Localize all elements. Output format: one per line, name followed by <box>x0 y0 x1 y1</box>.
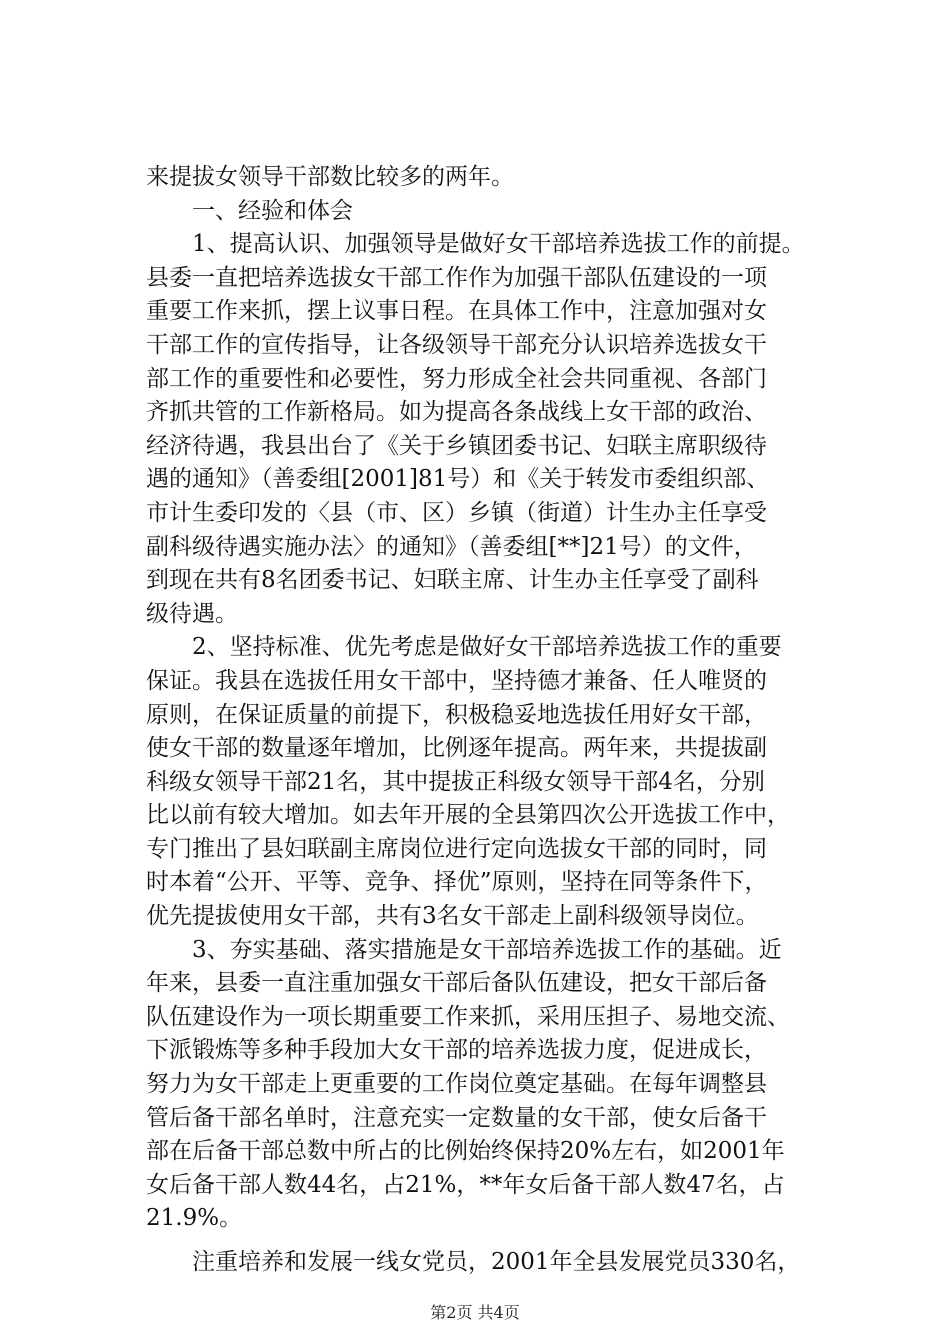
text-line: 部工作的重要性和必要性，努力形成全社会共同重视、各部门 <box>146 365 767 392</box>
text-line: 比以前有较大增加。如去年开展的全县第四次公开选拔工作中， <box>146 802 790 829</box>
text-line: 遇的通知》（善委组[2001]81号）和《关于转发市委组织部、 <box>146 466 770 493</box>
text-line: 时本着“公开、平等、竞争、择优”原则，坚持在同等条件下， <box>146 869 768 896</box>
text-line: 2、坚持标准、优先考虑是做好女干部培养选拔工作的重要 <box>192 634 782 661</box>
text-line: 下派锻炼等多种手段加大女干部的培养选拔力度，促进成长， <box>146 1037 767 1064</box>
text-line: 科级女领导干部21名，其中提拔正科级女领导干部4名，分别 <box>146 768 765 795</box>
text-line: 3、夯实基础、落实措施是女干部培养选拔工作的基础。近 <box>192 936 782 963</box>
text-line: 经济待遇，我县出台了《关于乡镇团委书记、妇联主席职级待 <box>146 432 767 459</box>
text-line: 到现在共有8名团委书记、妇联主席、计生办主任享受了副科 <box>146 567 759 594</box>
text-line: 专门推出了县妇联副主席岗位进行定向选拔女干部的同时，同 <box>146 835 767 862</box>
text-line: 部在后备干部总数中所占的比例始终保持20%左右，如2001年 <box>146 1138 785 1165</box>
text-line: 重要工作来抓，摆上议事日程。在具体工作中，注意加强对女 <box>146 298 767 325</box>
text-line: 副科级待遇实施办法〉的通知》（善委组[**]21号）的文件， <box>146 533 757 560</box>
text-line: 使女干部的数量逐年增加，比例逐年提高。两年来，共提拔副 <box>146 735 767 762</box>
text-line: 保证。我县在选拔任用女干部中，坚持德才兼备、任人唯贤的 <box>146 667 767 694</box>
section-heading: 一、经验和体会 <box>192 197 353 224</box>
text-line: 1、提高认识、加强领导是做好女干部培养选拔工作的前提。 <box>192 231 805 258</box>
paragraph-spacer <box>146 1236 836 1246</box>
text-line: 21.9%。 <box>146 1205 243 1232</box>
text-line: 级待遇。 <box>146 600 238 627</box>
page-footer: 第2页 共4页 <box>430 1303 520 1322</box>
text-line: 优先提拔使用女干部，共有3名女干部走上副科级领导岗位。 <box>146 903 759 930</box>
text-line: 原则，在保证质量的前提下，积极稳妥地选拔任用好女干部， <box>146 701 767 728</box>
body-text <box>146 161 836 1280</box>
text-line: 管后备干部名单时，注意充实一定数量的女干部，使女后备干 <box>146 1104 767 1131</box>
text-line: 市计生委印发的〈县（市、区）乡镇（街道）计生办主任享受 <box>146 499 767 526</box>
text-line: 女后备干部人数44名，占21%，**年女后备干部人数47名，占 <box>146 1171 785 1198</box>
text-line: 齐抓共管的工作新格局。如为提高各条战线上女干部的政治、 <box>146 399 767 426</box>
text-line: 干部工作的宣传指导，让各级领导干部充分认识培养选拔女干 <box>146 331 767 358</box>
text-line: 队伍建设作为一项长期重要工作来抓，采用压担子、易地交流、 <box>146 1003 790 1030</box>
text-line: 县委一直把培养选拔女干部工作作为加强干部队伍建设的一项 <box>146 264 767 291</box>
text-line: 努力为女干部走上更重要的工作岗位奠定基础。在每年调整县 <box>146 1071 767 1098</box>
text-line: 年来，县委一直注重加强女干部后备队伍建设，把女干部后备 <box>146 970 767 997</box>
text-line: 注重培养和发展一线女党员，2001年全县发展党员330名， <box>192 1249 801 1275</box>
text-line: 来提拔女领导干部数比较多的两年。 <box>146 164 514 190</box>
